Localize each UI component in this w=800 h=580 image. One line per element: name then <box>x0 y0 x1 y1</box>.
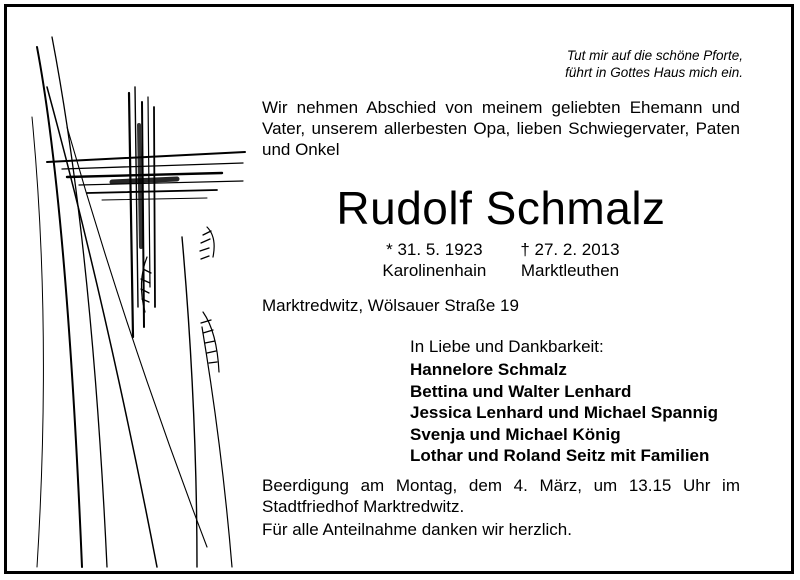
birth-date: * 31. 5. 1923 <box>386 240 483 259</box>
motto-line: Tut mir auf die schöne Pforte, <box>566 48 743 63</box>
mourner-name: Lothar und Roland Seitz mit Familien <box>410 446 710 465</box>
birth-info <box>382 239 486 281</box>
death-date: † 27. 2. 2013 <box>520 240 620 259</box>
mourners-heading: In Liebe und Dankbarkeit: <box>410 337 604 356</box>
wheat-ears-illustration <box>141 227 219 372</box>
mourner-name: Svenja und Michael König <box>410 424 621 444</box>
death-place: Marktleuthen <box>520 261 620 280</box>
motto-verse <box>565 47 743 81</box>
mourner-name: Hannelore Schmalz <box>410 360 567 379</box>
life-dates <box>262 239 740 281</box>
mourner-name: Jessica Lenhard und Michael Spannig <box>410 403 718 422</box>
mourner-name: Bettina und Walter Lenhard <box>410 381 632 401</box>
address: Marktredwitz, Wölsauer Straße 19 <box>262 296 519 315</box>
deceased-name: Rudolf Schmalz <box>336 182 666 234</box>
cross-illustration <box>7 7 257 571</box>
funeral-info: Beerdigung am Montag, dem 4. März, um 13.15 Uhr im Stadtfriedhof Marktredwitz. <box>262 476 740 516</box>
motto-line: führt in Gottes Haus mich ein. <box>565 65 743 80</box>
thanks-line: Für alle Anteilnahme danken wir herzlich. <box>262 520 572 539</box>
birth-place: Karolinenhain <box>382 261 487 280</box>
intro-text: Wir nehmen Abschied von meinem geliebten Ehemann und Vater, unserem allerbesten Opa, lieben Schwiegervater, Paten und Onkel <box>262 98 740 159</box>
mourners-list <box>410 359 718 467</box>
obituary-notice <box>4 4 794 574</box>
death-info <box>520 239 619 281</box>
